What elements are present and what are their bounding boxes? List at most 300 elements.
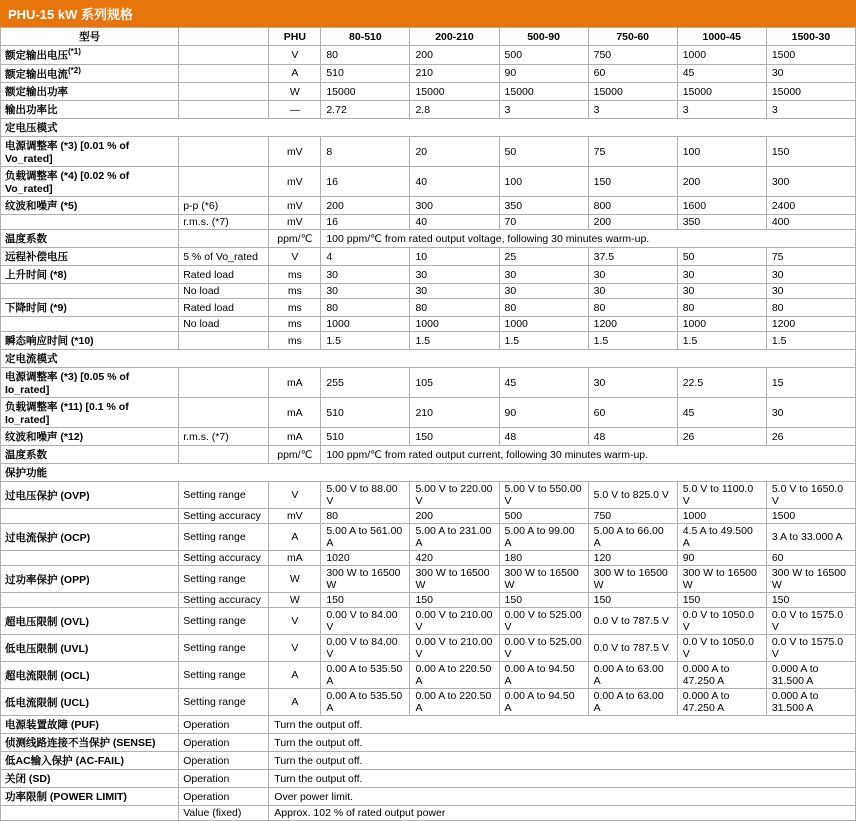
- row-value-5: 60: [766, 551, 855, 566]
- row-merged-value: Approx. 102 % of rated output power: [269, 806, 856, 821]
- row-value-4: 0.0 V to 1050.0 V: [677, 608, 766, 635]
- row-value-5: 3 A to 33.000 A: [766, 524, 855, 551]
- row-sublabel: r.m.s. (*7): [179, 215, 269, 230]
- row-value-5: 30: [766, 64, 855, 83]
- row-label: 低AC输入保护 (AC-FAIL): [1, 752, 179, 770]
- table-row: [1, 788, 856, 806]
- table-section-row: [1, 119, 856, 137]
- row-sublabel: Setting accuracy: [179, 509, 269, 524]
- row-merged-value: 100 ppm/℃ from rated output current, following 30 minutes warm-up.: [321, 446, 856, 464]
- table-row: [1, 551, 856, 566]
- row-value-2: 15000: [499, 83, 588, 101]
- row-value-2: 48: [499, 428, 588, 446]
- row-value-1: 5.00 A to 231.00 A: [410, 524, 499, 551]
- row-value-3: 30: [588, 266, 677, 284]
- row-sublabel: Setting range: [179, 635, 269, 662]
- row-value-1: 0.00 V to 210.00 V: [410, 635, 499, 662]
- row-value-2: 30: [499, 266, 588, 284]
- table-row: [1, 101, 856, 119]
- row-merged-value: Turn the output off.: [269, 752, 856, 770]
- row-sublabel: [179, 83, 269, 101]
- table-row: [1, 752, 856, 770]
- row-value-5: 400: [766, 215, 855, 230]
- column-header-3: 500-90: [499, 28, 588, 46]
- table-row: [1, 197, 856, 215]
- row-sublabel: [179, 137, 269, 167]
- row-value-3: 60: [588, 398, 677, 428]
- row-value-2: 5.00 A to 99.00 A: [499, 524, 588, 551]
- row-label: 低电流限制 (UCL): [1, 689, 179, 716]
- row-sublabel: Setting range: [179, 482, 269, 509]
- row-label: 瞬态响应时间 (*10): [1, 332, 179, 350]
- column-header-2: 200-210: [410, 28, 499, 46]
- row-unit: —: [269, 101, 321, 119]
- row-value-5: 30: [766, 266, 855, 284]
- row-unit: mA: [269, 398, 321, 428]
- row-value-0: 510: [321, 398, 410, 428]
- row-sublabel: [179, 368, 269, 398]
- specification-table: [0, 27, 856, 821]
- row-value-0: 0.00 V to 84.00 V: [321, 635, 410, 662]
- column-header-1: 80-510: [321, 28, 410, 46]
- row-value-1: 5.00 V to 220.00 V: [410, 482, 499, 509]
- row-unit: mV: [269, 215, 321, 230]
- table-header-row: [1, 28, 856, 46]
- row-label: 侦测线路连接不当保护 (SENSE): [1, 734, 179, 752]
- table-row: [1, 284, 856, 299]
- row-value-3: 150: [588, 593, 677, 608]
- row-sublabel: No load: [179, 317, 269, 332]
- row-value-0: 5.00 V to 88.00 V: [321, 482, 410, 509]
- row-sublabel: Operation: [179, 716, 269, 734]
- row-value-0: 8: [321, 137, 410, 167]
- row-label: 上升时间 (*8): [1, 266, 179, 284]
- row-value-5: 75: [766, 248, 855, 266]
- row-unit: A: [269, 524, 321, 551]
- row-sublabel: 5 % of Vo_rated: [179, 248, 269, 266]
- row-value-0: 510: [321, 428, 410, 446]
- row-label: [1, 509, 179, 524]
- table-row: [1, 368, 856, 398]
- row-merged-value: Turn the output off.: [269, 716, 856, 734]
- row-sublabel: [179, 446, 269, 464]
- row-value-4: 4.5 A to 49.500 A: [677, 524, 766, 551]
- row-value-1: 80: [410, 299, 499, 317]
- row-value-0: 30: [321, 284, 410, 299]
- row-unit: W: [269, 83, 321, 101]
- table-row: [1, 635, 856, 662]
- row-unit: ms: [269, 299, 321, 317]
- section-label: 保护功能: [1, 464, 856, 482]
- row-value-1: 2.8: [410, 101, 499, 119]
- row-value-3: 200: [588, 215, 677, 230]
- row-value-5: 1500: [766, 509, 855, 524]
- row-value-3: 48: [588, 428, 677, 446]
- row-value-5: 150: [766, 593, 855, 608]
- row-value-0: 1000: [321, 317, 410, 332]
- row-value-3: 0.00 A to 63.00 A: [588, 662, 677, 689]
- column-header-6: 1500-30: [766, 28, 855, 46]
- row-value-3: 120: [588, 551, 677, 566]
- table-row: [1, 230, 856, 248]
- table-row: [1, 266, 856, 284]
- row-value-0: 255: [321, 368, 410, 398]
- row-value-4: 1000: [677, 46, 766, 65]
- table-row: [1, 64, 856, 83]
- row-value-0: 80: [321, 299, 410, 317]
- row-value-3: 30: [588, 368, 677, 398]
- column-header-spacer: [179, 28, 269, 46]
- row-value-5: 0.000 A to 31.500 A: [766, 689, 855, 716]
- row-value-5: 26: [766, 428, 855, 446]
- row-value-5: 5.0 V to 1650.0 V: [766, 482, 855, 509]
- row-unit: ms: [269, 284, 321, 299]
- row-value-3: 5.00 A to 66.00 A: [588, 524, 677, 551]
- row-value-3: 800: [588, 197, 677, 215]
- row-value-4: 1.5: [677, 332, 766, 350]
- row-label: 超电流限制 (OCL): [1, 662, 179, 689]
- row-label: 功率限制 (POWER LIMIT): [1, 788, 179, 806]
- row-value-2: 500: [499, 509, 588, 524]
- table-row: [1, 46, 856, 65]
- row-unit: mV: [269, 509, 321, 524]
- row-unit: ms: [269, 332, 321, 350]
- row-label: 关闭 (SD): [1, 770, 179, 788]
- row-value-5: 80: [766, 299, 855, 317]
- row-label: 纹波和噪声 (*12): [1, 428, 179, 446]
- table-row: [1, 83, 856, 101]
- row-label: [1, 284, 179, 299]
- table-row: [1, 167, 856, 197]
- table-row: [1, 317, 856, 332]
- row-label: 过电压保护 (OVP): [1, 482, 179, 509]
- row-value-1: 40: [410, 167, 499, 197]
- row-unit: V: [269, 635, 321, 662]
- row-merged-value: Turn the output off.: [269, 770, 856, 788]
- table-row: [1, 215, 856, 230]
- row-sublabel: Setting range: [179, 524, 269, 551]
- row-value-4: 150: [677, 593, 766, 608]
- row-value-0: 30: [321, 266, 410, 284]
- row-value-4: 5.0 V to 1100.0 V: [677, 482, 766, 509]
- row-value-2: 0.00 A to 94.50 A: [499, 689, 588, 716]
- row-value-1: 210: [410, 398, 499, 428]
- row-unit: ms: [269, 266, 321, 284]
- row-value-1: 150: [410, 593, 499, 608]
- row-value-2: 5.00 V to 550.00 V: [499, 482, 588, 509]
- row-value-3: 60: [588, 64, 677, 83]
- row-value-4: 30: [677, 266, 766, 284]
- row-value-3: 1200: [588, 317, 677, 332]
- row-value-2: 90: [499, 64, 588, 83]
- row-label: 电源调整率 (*3) [0.05 % of Io_rated]: [1, 368, 179, 398]
- row-value-3: 750: [588, 46, 677, 65]
- row-value-0: 15000: [321, 83, 410, 101]
- row-value-3: 3: [588, 101, 677, 119]
- row-value-4: 1600: [677, 197, 766, 215]
- row-sublabel: Operation: [179, 752, 269, 770]
- row-value-5: 30: [766, 398, 855, 428]
- row-unit: mV: [269, 137, 321, 167]
- row-value-4: 1000: [677, 317, 766, 332]
- row-value-0: 300 W to 16500 W: [321, 566, 410, 593]
- row-value-4: 0.000 A to 47.250 A: [677, 689, 766, 716]
- row-value-5: 1500: [766, 46, 855, 65]
- row-merged-value: 100 ppm/℃ from rated output voltage, following 30 minutes warm-up.: [321, 230, 856, 248]
- row-value-5: 300: [766, 167, 855, 197]
- table-row: [1, 524, 856, 551]
- row-unit: mA: [269, 368, 321, 398]
- row-value-3: 80: [588, 299, 677, 317]
- row-value-4: 15000: [677, 83, 766, 101]
- row-value-4: 50: [677, 248, 766, 266]
- row-value-0: 4: [321, 248, 410, 266]
- row-sublabel: [179, 332, 269, 350]
- row-label: 负载调整率 (*4) [0.02 % of Vo_rated]: [1, 167, 179, 197]
- footnote-marker: (*2): [68, 65, 81, 75]
- row-label: [1, 317, 179, 332]
- table-row: [1, 299, 856, 317]
- row-sublabel: Rated load: [179, 266, 269, 284]
- row-unit: mA: [269, 428, 321, 446]
- row-value-1: 0.00 V to 210.00 V: [410, 608, 499, 635]
- row-sublabel: Operation: [179, 734, 269, 752]
- row-unit: V: [269, 46, 321, 65]
- table-row: [1, 716, 856, 734]
- row-value-2: 25: [499, 248, 588, 266]
- row-value-4: 80: [677, 299, 766, 317]
- table-row: [1, 566, 856, 593]
- row-value-1: 200: [410, 46, 499, 65]
- row-sublabel: Setting range: [179, 662, 269, 689]
- footnote-marker: (*1): [68, 47, 81, 56]
- row-value-2: 100: [499, 167, 588, 197]
- row-value-1: 0.00 A to 220.50 A: [410, 662, 499, 689]
- row-value-5: 300 W to 16500 W: [766, 566, 855, 593]
- row-value-4: 45: [677, 398, 766, 428]
- row-unit: mV: [269, 167, 321, 197]
- table-row: [1, 734, 856, 752]
- row-value-3: 37.5: [588, 248, 677, 266]
- table-row: [1, 509, 856, 524]
- row-sublabel: Value (fixed): [179, 806, 269, 821]
- row-value-3: 750: [588, 509, 677, 524]
- row-label: 温度系数: [1, 446, 179, 464]
- row-merged-value: Turn the output off.: [269, 734, 856, 752]
- row-sublabel: [179, 167, 269, 197]
- row-value-0: 16: [321, 167, 410, 197]
- row-value-4: 22.5: [677, 368, 766, 398]
- row-unit: V: [269, 482, 321, 509]
- row-value-3: 75: [588, 137, 677, 167]
- row-sublabel: Setting range: [179, 608, 269, 635]
- row-sublabel: Rated load: [179, 299, 269, 317]
- row-label: [1, 215, 179, 230]
- table-row: [1, 398, 856, 428]
- row-sublabel: [179, 101, 269, 119]
- row-value-1: 210: [410, 64, 499, 83]
- row-value-2: 90: [499, 398, 588, 428]
- row-value-1: 300 W to 16500 W: [410, 566, 499, 593]
- row-value-3: 0.00 A to 63.00 A: [588, 689, 677, 716]
- row-label: 电源调整率 (*3) [0.01 % of Vo_rated]: [1, 137, 179, 167]
- row-value-4: 0.0 V to 1050.0 V: [677, 635, 766, 662]
- row-value-2: 0.00 A to 94.50 A: [499, 662, 588, 689]
- row-value-2: 150: [499, 593, 588, 608]
- row-value-5: 2400: [766, 197, 855, 215]
- row-value-4: 200: [677, 167, 766, 197]
- row-value-1: 200: [410, 509, 499, 524]
- row-value-2: 350: [499, 197, 588, 215]
- row-sublabel: [179, 46, 269, 65]
- row-unit: ppm/℃: [269, 446, 321, 464]
- row-sublabel: [179, 230, 269, 248]
- row-value-5: 30: [766, 284, 855, 299]
- row-value-0: 2.72: [321, 101, 410, 119]
- row-value-2: 1.5: [499, 332, 588, 350]
- row-merged-value: Over power limit.: [269, 788, 856, 806]
- row-value-5: 15: [766, 368, 855, 398]
- table-row: [1, 248, 856, 266]
- row-sublabel: Setting accuracy: [179, 551, 269, 566]
- table-row: [1, 137, 856, 167]
- row-label: 负载调整率 (*11) [0.1 % of Io_rated]: [1, 398, 179, 428]
- row-unit: A: [269, 64, 321, 83]
- row-value-0: 510: [321, 64, 410, 83]
- row-value-1: 420: [410, 551, 499, 566]
- row-value-5: 15000: [766, 83, 855, 101]
- row-value-4: 1000: [677, 509, 766, 524]
- row-value-1: 300: [410, 197, 499, 215]
- row-unit: mA: [269, 551, 321, 566]
- row-sublabel: Operation: [179, 770, 269, 788]
- row-label: 温度系数: [1, 230, 179, 248]
- table-row: [1, 332, 856, 350]
- row-label: [1, 593, 179, 608]
- row-sublabel: Setting accuracy: [179, 593, 269, 608]
- section-label: 定电压模式: [1, 119, 856, 137]
- row-value-1: 30: [410, 266, 499, 284]
- column-header-5: 1000-45: [677, 28, 766, 46]
- row-unit: V: [269, 608, 321, 635]
- row-label: [1, 551, 179, 566]
- row-sublabel: No load: [179, 284, 269, 299]
- row-unit: A: [269, 689, 321, 716]
- column-header-4: 750-60: [588, 28, 677, 46]
- row-label: 输出功率比: [1, 101, 179, 119]
- row-sublabel: Setting range: [179, 566, 269, 593]
- row-value-1: 105: [410, 368, 499, 398]
- row-value-2: 70: [499, 215, 588, 230]
- row-label: 纹波和噪声 (*5): [1, 197, 179, 215]
- row-value-1: 1000: [410, 317, 499, 332]
- row-value-1: 1.5: [410, 332, 499, 350]
- row-value-2: 0.00 V to 525.00 V: [499, 635, 588, 662]
- table-row: [1, 593, 856, 608]
- row-value-4: 350: [677, 215, 766, 230]
- row-value-3: 15000: [588, 83, 677, 101]
- page-title: PHU-15 kW 系列规格: [0, 0, 856, 27]
- table-row: [1, 662, 856, 689]
- row-unit: W: [269, 593, 321, 608]
- row-value-0: 80: [321, 46, 410, 65]
- row-value-0: 150: [321, 593, 410, 608]
- row-value-3: 30: [588, 284, 677, 299]
- row-value-3: 0.0 V to 787.5 V: [588, 635, 677, 662]
- row-value-1: 40: [410, 215, 499, 230]
- table-row: [1, 482, 856, 509]
- row-value-2: 45: [499, 368, 588, 398]
- row-label: 过功率保护 (OPP): [1, 566, 179, 593]
- row-value-4: 300 W to 16500 W: [677, 566, 766, 593]
- row-value-0: 16: [321, 215, 410, 230]
- row-value-0: 0.00 A to 535.50 A: [321, 689, 410, 716]
- table-row: [1, 428, 856, 446]
- row-value-2: 80: [499, 299, 588, 317]
- row-sublabel: [179, 398, 269, 428]
- row-label: 过电流保护 (OCP): [1, 524, 179, 551]
- row-sublabel: Operation: [179, 788, 269, 806]
- row-value-3: 5.0 V to 825.0 V: [588, 482, 677, 509]
- row-value-1: 15000: [410, 83, 499, 101]
- row-value-4: 45: [677, 64, 766, 83]
- row-sublabel: p-p (*6): [179, 197, 269, 215]
- row-label: 电源装置故障 (PUF): [1, 716, 179, 734]
- row-value-0: 5.00 A to 561.00 A: [321, 524, 410, 551]
- row-unit: ppm/℃: [269, 230, 321, 248]
- row-unit: A: [269, 662, 321, 689]
- row-value-0: 80: [321, 509, 410, 524]
- table-row: [1, 608, 856, 635]
- row-value-0: 200: [321, 197, 410, 215]
- row-value-2: 1000: [499, 317, 588, 332]
- row-value-5: 0.0 V to 1575.0 V: [766, 635, 855, 662]
- row-value-2: 300 W to 16500 W: [499, 566, 588, 593]
- row-label: 额定输出电压$^{(*1)}$: [1, 46, 179, 65]
- row-value-2: 30: [499, 284, 588, 299]
- row-label: 远程补偿电压: [1, 248, 179, 266]
- row-value-0: 0.00 V to 84.00 V: [321, 608, 410, 635]
- row-sublabel: [179, 64, 269, 83]
- row-value-3: 150: [588, 167, 677, 197]
- row-value-0: 0.00 A to 535.50 A: [321, 662, 410, 689]
- row-value-3: 1.5: [588, 332, 677, 350]
- section-label: 定电流模式: [1, 350, 856, 368]
- row-value-1: 0.00 A to 220.50 A: [410, 689, 499, 716]
- row-value-1: 20: [410, 137, 499, 167]
- row-label: [1, 806, 179, 821]
- table-row: [1, 770, 856, 788]
- row-value-3: 0.0 V to 787.5 V: [588, 608, 677, 635]
- row-value-0: 1.5: [321, 332, 410, 350]
- row-value-2: 500: [499, 46, 588, 65]
- row-value-5: 150: [766, 137, 855, 167]
- column-header-model: 型号: [1, 28, 179, 46]
- row-value-4: 100: [677, 137, 766, 167]
- table-section-row: [1, 464, 856, 482]
- row-label: 低电压限制 (UVL): [1, 635, 179, 662]
- row-value-2: 0.00 V to 525.00 V: [499, 608, 588, 635]
- row-unit: W: [269, 566, 321, 593]
- row-value-3: 300 W to 16500 W: [588, 566, 677, 593]
- row-value-1: 150: [410, 428, 499, 446]
- column-header-0: PHU: [269, 28, 321, 46]
- row-value-2: 50: [499, 137, 588, 167]
- row-value-4: 30: [677, 284, 766, 299]
- row-value-1: 10: [410, 248, 499, 266]
- row-sublabel: Setting range: [179, 689, 269, 716]
- row-value-2: 3: [499, 101, 588, 119]
